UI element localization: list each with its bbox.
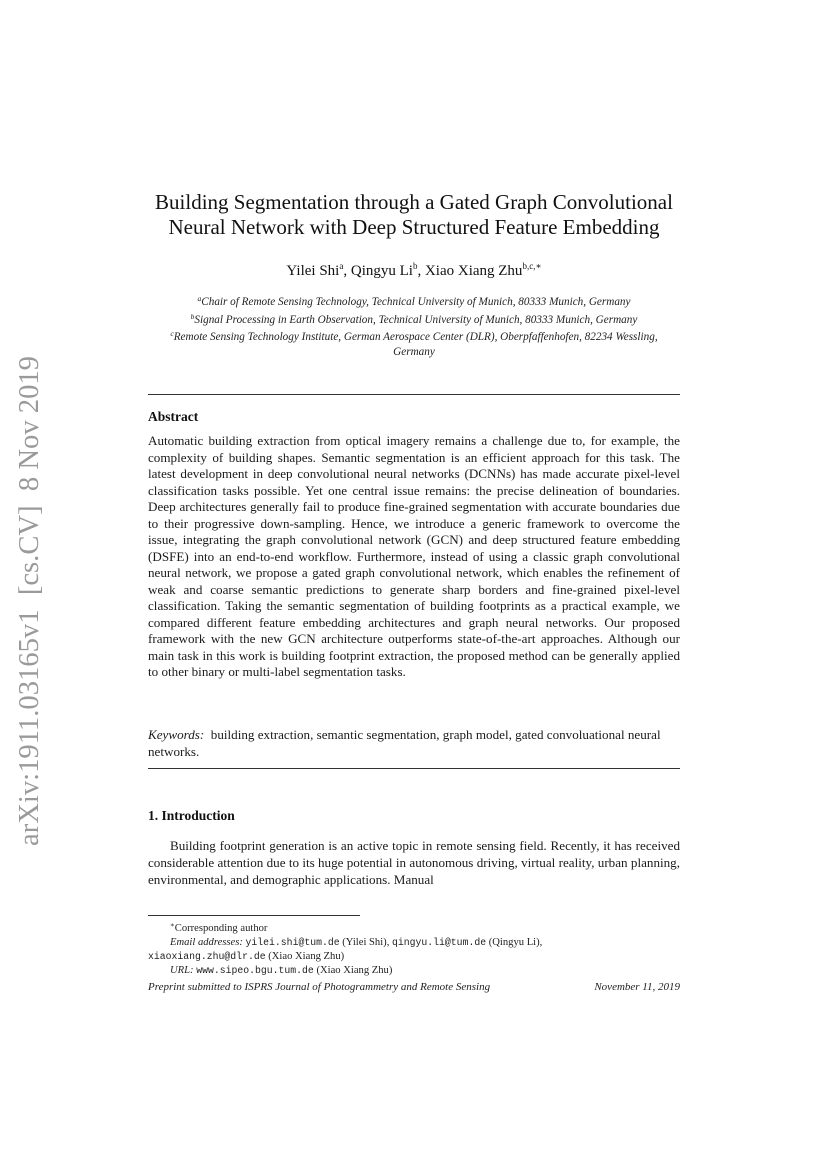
author-sep: , [343,263,351,279]
email-link[interactable]: qingyu.li@tum.de [392,937,487,948]
footnote-rule [148,915,360,916]
author-name: Xiao Xiang Zhu [424,263,523,279]
section-text: Building footprint generation is an active topic in remote sensing field. Recently, it has received considerable attention due to its huge potential in autonomous driving, virtual reality, urban planning, environmental, and demographic applications. Manual [148,838,680,888]
affiliation-sup: c [170,329,174,339]
author-name: Qingyu Li [350,263,413,279]
email-label: Email addresses: [170,937,243,948]
author-name: Yilei Shi [286,263,340,279]
author-sup: a [339,261,344,271]
abstract-bottom-rule [148,768,680,769]
url-owner: (Xiao Xiang Zhu) [316,965,393,976]
affiliation [150,310,678,328]
title-line-1: Building Segmentation through a Gated Graph Convolutional [155,190,673,214]
keywords-label: Keywords: [148,727,205,742]
affiliation-text: Signal Processing in Earth Observation, Technical University of Munich, 80333 Munich, Germany [194,313,638,326]
keywords-text: building extraction, semantic segmentation, graph model, gated convoluational neural networks. [148,727,661,759]
paper-title [120,190,708,240]
preprint-date: November 11, 2019 [594,981,680,993]
email-owner: (Yilei Shi), [342,937,390,948]
email-link[interactable]: xiaoxiang.zhu@dlr.de [148,951,266,962]
title-line-2: Neural Network with Deep Structured Feature Embedding [168,215,660,239]
affiliation-sup: b [190,311,195,321]
footnote-emails [148,936,680,950]
arxiv-id-text: arXiv:1911.03165v1 [cs.CV] 8 Nov 2019 [14,357,45,846]
url-label: URL: [170,965,194,976]
author-sup: b,c,∗ [522,261,542,271]
preprint-notice: Preprint submitted to ISPRS Journal of Photogrammetry and Remote Sensing [148,981,491,993]
affiliation [150,292,678,310]
footnote-corresponding-text: Corresponding author [174,923,268,934]
keywords [148,727,680,760]
affiliation-list [150,292,678,359]
abstract-top-rule [148,394,680,395]
author-sep: , [417,263,425,279]
url-link[interactable]: www.sipeo.bgu.tum.de [196,965,314,976]
author-list [120,261,708,280]
footnote [148,918,680,978]
email-link[interactable]: yilei.shi@tum.de [245,937,340,948]
abstract-heading: Abstract [148,409,199,424]
footnote-url [148,964,680,978]
email-owner: (Qingyu Li), [488,937,543,948]
affiliation-sup: a [197,294,202,303]
author-sup: b [412,261,418,271]
affiliation-text: Chair of Remote Sensing Technology, Technical University of Munich, 80333 Munich, Germany [201,296,631,308]
section-heading: 1. Introduction [148,808,235,823]
footnote-emails-cont [148,950,680,964]
abstract-text: Automatic building extraction from optical imagery remains a challenge due to, for example, the complexity of building shapes. Semantic segmentation is an efficient approach for this task. The latest development in deep convolutional neural networks (DCNNs) has made accurate pixel-level classification tasks possible. Yet one central issue remains: the precise delineation of boundaries. Deep architectures generally fail to produce fine-grained segmentation with accurate boundaries due to their progressive down-sampling. Hence, we introduce a generic framework to overcome the issue, integrating the graph convolutional network (GCN) and deep structured feature embedding (DSFE) into an end-to-end workflow. Furthermore, instead of using a classic graph convolutional neural network, we propose a gated graph convolutional network, which enables the refinement of weak and coarse semantic predictions to generate sharp borders and fine-grained pixel-level classification. Taking the semantic segmentation of building footprints as a practical example, we compared different feature embedding architectures and graph neural networks. Our proposed framework with the new GCN architecture outperforms state-of-the-art approaches. Although our main task in this work is building footprint extraction, the proposed method can be generally applied to other binary or multi-label segmentation tasks. [148,433,680,679]
preprint-footer [148,981,680,993]
footnote-corresponding [148,918,680,936]
arxiv-identifier [5,352,49,846]
affiliation-text: Remote Sensing Technology Institute, German Aerospace Center (DLR), Oberpfaffenhofen, 82234 Wessling, Germany [173,331,658,358]
email-owner: (Xiao Xiang Zhu) [268,951,345,962]
footnote-marker: ∗ [170,921,175,929]
affiliation [150,327,678,359]
